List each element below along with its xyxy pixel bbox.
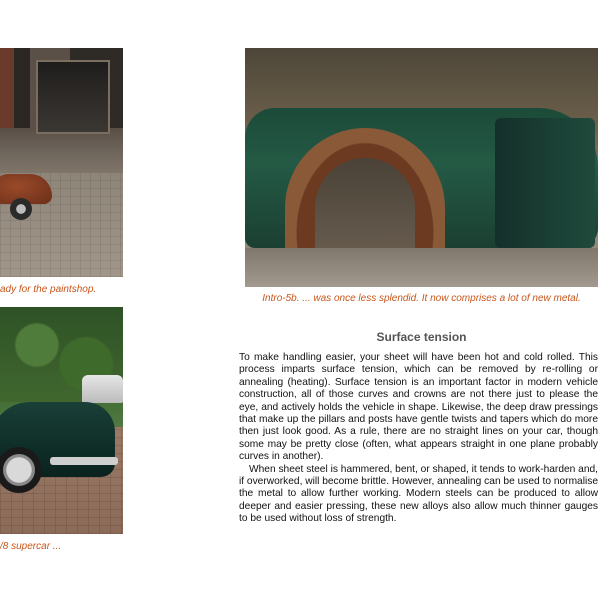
car-wheel bbox=[10, 198, 32, 220]
photo-caption-garage: ady for the paintshop. bbox=[0, 284, 97, 295]
section-heading: Surface tension bbox=[376, 330, 467, 344]
door-panel bbox=[495, 118, 595, 248]
paragraph: When sheet steel is hammered, bent, or shaped, it tends to work-harden and, if overworked, will become brittle. However, annealing can be used to normalise the metal to allow further working. Modern steels can be produced to allow deeper and easier pressing, these new alloys also allow much thinner gauges to be used without loss of strength. bbox=[239, 463, 598, 525]
photo-caption-supercar: /8 supercar ... bbox=[0, 541, 62, 552]
garage-door bbox=[36, 60, 110, 134]
photo-caption-body: Intro-5b. ... was once less splendid. It now comprises a lot of new metal. bbox=[262, 293, 581, 304]
parked-van bbox=[82, 375, 123, 403]
body-text bbox=[239, 352, 598, 526]
green-supercar-photo bbox=[0, 307, 123, 534]
workshop-floor bbox=[245, 248, 598, 287]
car-body-shell-photo bbox=[245, 48, 598, 287]
chrome-bumper bbox=[50, 457, 118, 465]
garage-car-photo bbox=[0, 48, 123, 277]
paragraph: To make handling easier, your sheet will have been hot and cold rolled. This process imparts surface tension, which can be removed by re-rolling or annealing (heating). Surface tension is an important factor in modern vehicle construction, all of those curves and crowns are not there just to please the eye, and actively holds the vehicle in shape. Likewise, the deep draw pressings that make up the pillars and posts have gentle twists and tapers which do more then just look good. As a rule, there are no straight lines on your car, though some may be pretty close (often, what appears straight in one plane probably curves in another). bbox=[239, 352, 598, 463]
